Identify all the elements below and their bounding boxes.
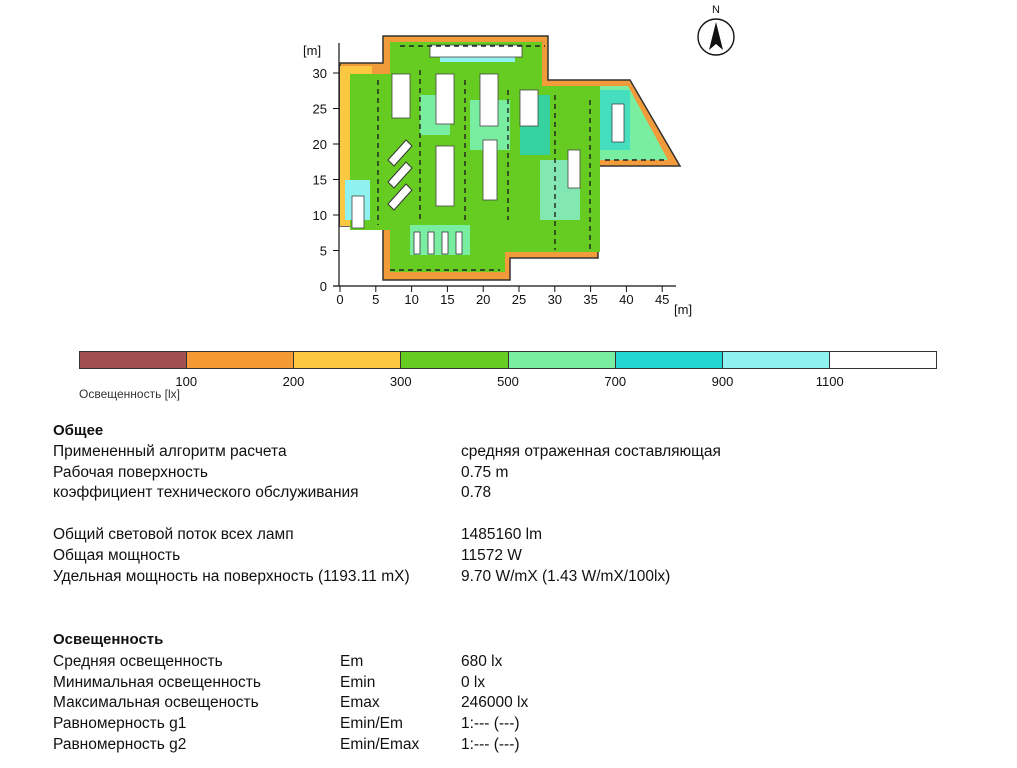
illuminance-row-label: Максимальная освещеность	[53, 694, 259, 711]
legend-swatch	[401, 352, 508, 368]
y-tick-label: 25	[312, 101, 327, 117]
legend-swatch	[723, 352, 830, 368]
legend-swatch	[80, 352, 187, 368]
illuminance-row-symbol: Emin/Emax	[340, 736, 420, 753]
x-axis-ticks	[336, 286, 669, 307]
legend-value: 1100	[815, 374, 844, 389]
general-row-label: Удельная мощность на поверхность (1193.11 mX)	[53, 568, 410, 585]
illuminance-legend-bar	[79, 351, 937, 369]
general-row-value: 0.78	[461, 484, 492, 501]
legend-value: 700	[604, 374, 627, 389]
x-axis-unit: [m]	[674, 302, 693, 317]
x-tick-label: 5	[372, 292, 380, 307]
x-tick-label: 20	[475, 292, 491, 307]
legend-value: 300	[389, 374, 412, 389]
y-tick-label: 30	[312, 66, 327, 81]
illuminance-row-label: Средняя освещенность	[53, 653, 223, 670]
y-axis-unit: [m]	[303, 43, 322, 58]
x-tick-label: 0	[336, 292, 344, 307]
legend-swatch	[830, 352, 936, 368]
general-row-label: Общий световой поток всех ламп	[53, 526, 294, 543]
legend-title: Освещенность [lx]	[79, 387, 181, 401]
illuminance-row-value: 0 lx	[461, 674, 486, 691]
illuminance-floor-plan	[0, 0, 1017, 340]
x-tick-label: 25	[511, 292, 527, 307]
y-tick-label: 10	[312, 208, 327, 223]
illuminance-row-symbol: Emax	[340, 694, 380, 711]
legend-value: 200	[282, 374, 305, 389]
illuminance-row-symbol: Em	[340, 653, 364, 670]
general-row-value: 0.75 m	[461, 464, 509, 481]
general-row-label: Рабочая поверхность	[53, 464, 208, 481]
general-row-value: средняя отраженная составляющая	[461, 443, 721, 460]
x-tick-label: 45	[654, 292, 670, 307]
y-tick-label: 15	[312, 172, 327, 188]
y-tick-label: 5	[319, 243, 327, 259]
illuminance-row-value: 1:--- (---)	[461, 715, 520, 732]
illuminance-row-value: 680 lx	[461, 653, 503, 670]
illuminance-row-symbol: Emin/Em	[340, 715, 403, 732]
illuminance-row-label: Равномерность g2	[53, 736, 187, 753]
x-tick-label: 10	[404, 292, 419, 307]
y-axis-ticks	[313, 66, 339, 294]
illuminance-section-title: Освещенность	[53, 631, 164, 648]
legend-swatch	[616, 352, 723, 368]
general-section-title: Общее	[53, 422, 104, 439]
general-row-label: Общая мощность	[53, 547, 181, 564]
illuminance-row-value: 1:--- (---)	[461, 736, 520, 753]
x-tick-label: 15	[440, 292, 455, 307]
illuminance-row-value: 246000 lx	[461, 694, 529, 711]
general-row-label: коэффициент технического обслуживания	[53, 484, 359, 501]
legend-value: 100	[175, 374, 198, 389]
x-tick-label: 30	[547, 292, 563, 307]
general-row-label: Примененный алгоритм расчета	[53, 443, 287, 460]
y-tick-label: 0	[319, 279, 327, 294]
general-row-value: 1485160 lm	[461, 526, 543, 543]
legend-swatch	[187, 352, 294, 368]
x-tick-label: 35	[583, 292, 598, 307]
illuminance-row-symbol: Emin	[340, 674, 376, 691]
legend-swatch	[509, 352, 616, 368]
building-footprint	[340, 36, 680, 280]
north-label: N	[712, 4, 720, 16]
illuminance-row-label: Минимальная освещенность	[53, 674, 261, 691]
north-arrow	[698, 4, 734, 55]
legend-swatch	[294, 352, 401, 368]
illuminance-row-label: Равномерность g1	[53, 715, 187, 732]
general-row-value: 9.70 W/mX (1.43 W/mX/100lx)	[461, 568, 671, 585]
y-tick-label: 20	[312, 137, 327, 152]
legend-value: 900	[711, 374, 734, 389]
general-row-value: 11572 W	[461, 547, 522, 564]
legend-value: 500	[497, 374, 519, 389]
x-tick-label: 40	[619, 292, 634, 307]
